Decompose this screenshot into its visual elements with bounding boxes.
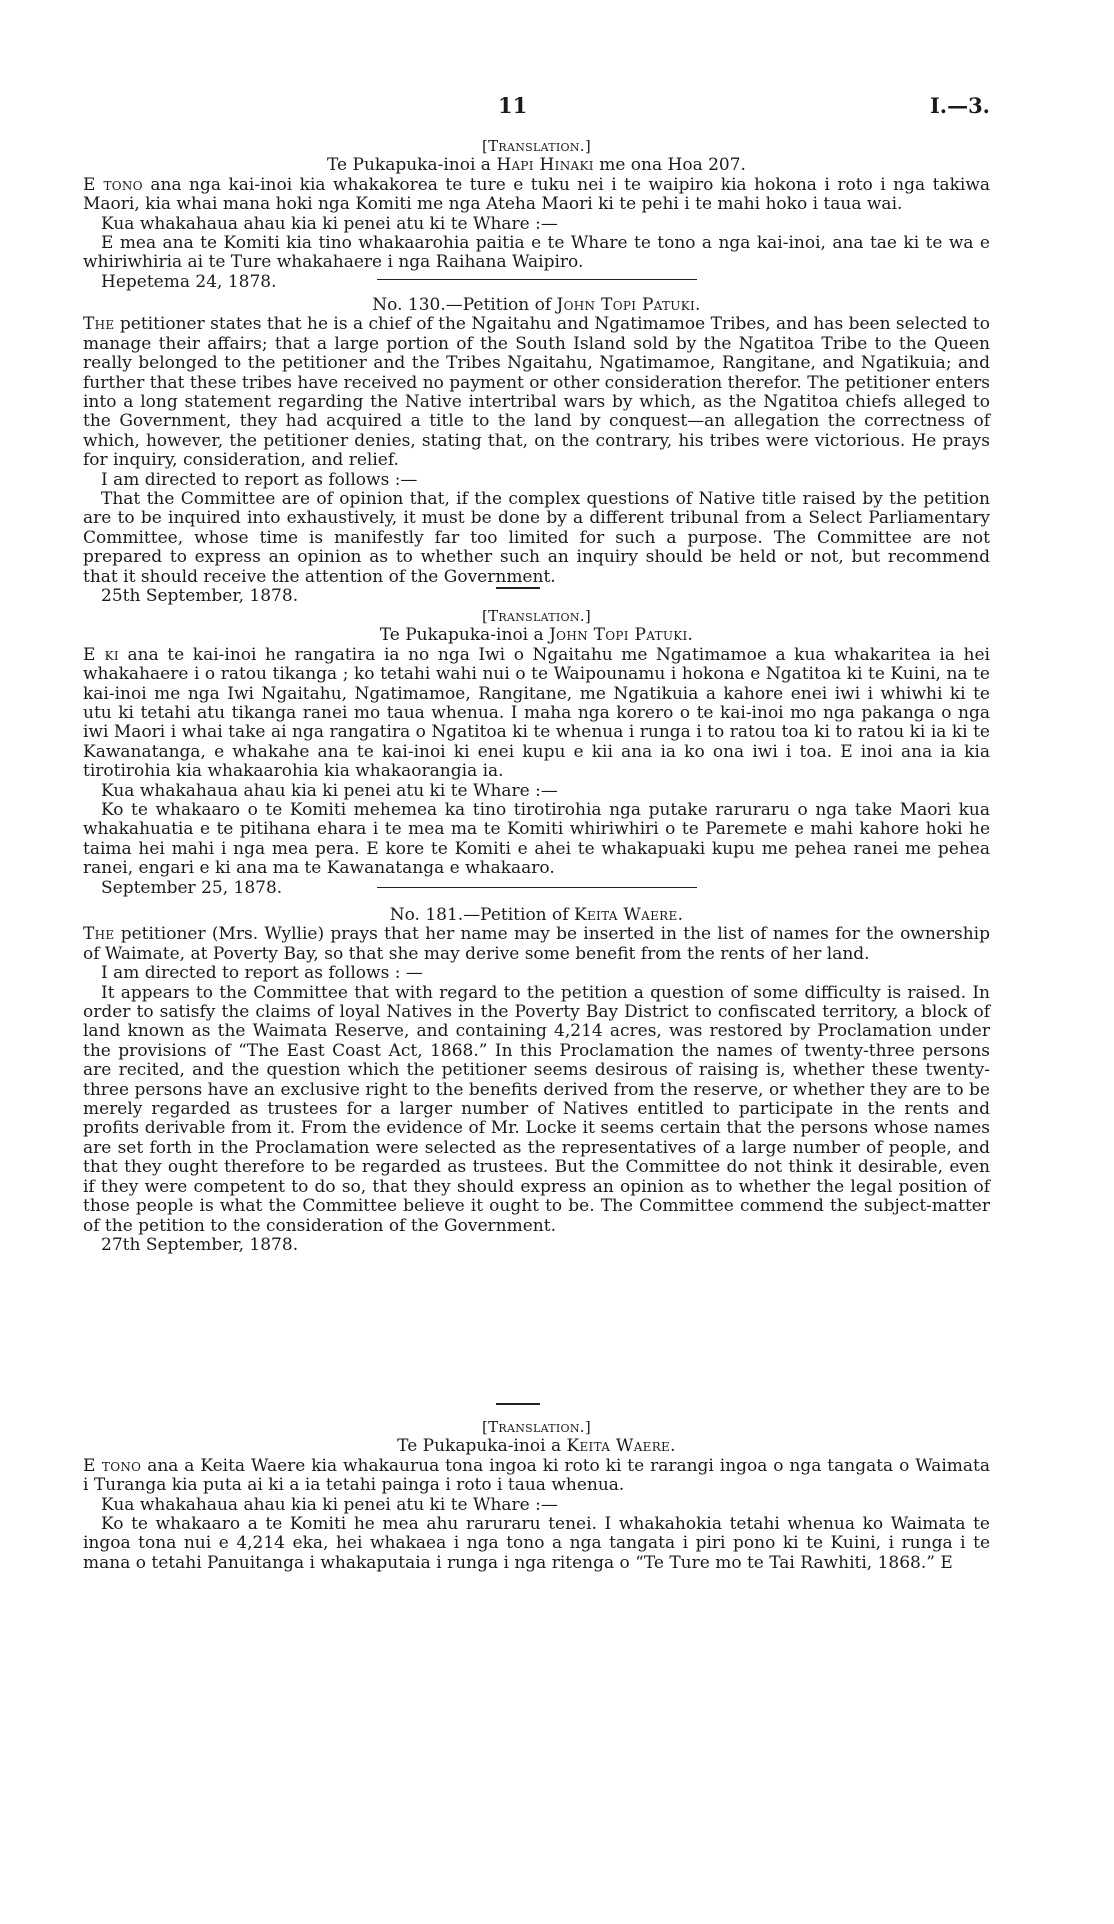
body-paragraph: Kua whakahaua ahau kia ki penei atu ki te Whare :— [101,1494,558,1515]
body-paragraph: The petitioner states that he is a chief of the Ngaitahu and Ngatimamoe Tribes, and has been selected to manage their affairs; that a large portion of the South Island sold by the Ngatitoa Tribe to the Queen really belonged to the petitioner and the Tribes Ngaitahu, Ngatimamoe, Rangitane, and Ngatikuia; and further that these tribes have received no payment or other consideration therefor. The petitioner enters into a long statement regarding the Native intertribal wars by which, as the Ngatitoa chiefs alleged to the Government, they had acquired a title to the land by conquest—an allegation the correctness of which, however, the petitioner denies, stating that, on the contrary, his tribes were victorious. He prays for inquiry, consideration, and relief. [83,314,990,471]
document-reference: I.—3. [929,93,990,118]
body-paragraph: Kua whakahaua ahau kia ki penei atu ki te Whare :— [101,780,558,801]
section-title: Te Pukapuka-inoi a Hapi Hinaki me ona Hoa 207. [327,155,746,176]
committee-report: That the Committee are of opinion that, if the complex questions of Native title raised by the petition are to be inquired into exhaustively, it must be done by a different tribunal from a Select Parliamentary Committee, whose time is manifestly far too limited for such a purpose. The Committee are not prepared to express an opinion as to whether such an inquiry should be held or not, but recommend that it should receive the attention of the Government. [83,489,990,587]
body-paragraph: Ko te whakaaro o te Komiti mehemea ka tino tirotirohia nga putake raruraru o nga take Maori kua whakahuatia e te pitihana ehara i te mea ma te Komiti whiriwhiri o te Paremete e mahi kahore hoki he taima hei mahi i nga mea pera. E kore te Komiti e ahei te whakapuaki kupu me pehea ranei me pehea ranei, engari e ki ana ma te Kawanatanga e whakaaro. [83,800,990,879]
section-title: No. 181.—Petition of Keita Waere. [389,905,684,925]
translation-label: [Translation.] [481,1418,592,1436]
section-divider [377,279,697,280]
short-divider [496,1403,540,1405]
section-title: Te Pukapuka-inoi a Keita Waere. [397,1436,676,1457]
section-divider [377,887,697,888]
body-paragraph: E mea ana te Komiti kia tino whakaarohia paitia e te Whare te tono a nga kai-inoi, ana tae ki te wa e whiriwhiria ai te Ture whakahaere i nga Raihana Waipiro. [83,233,990,273]
body-paragraph: I am directed to report as follows : — [101,963,423,984]
body-paragraph: Ko te whakaaro a te Komiti he mea ahu raruraru tenei. I whakahokia tetahi whenua ko Waimata te ingoa tona nui e 4,214 eka, hei whakaea i nga tono a nga tangata i piri pono ki te Kuini, i runga i te mana o tetahi Panuitanga i whakaputaia i runga i nga ritenga o “Te Ture mo te Tai Rawhiti, 1868.” E [83,1514,990,1573]
translation-hapi-hinaki [83,137,990,292]
date-line: Hepetema 24, 1878. [101,271,277,292]
page-header [83,93,990,120]
date-line: September 25, 1878. [101,877,283,898]
body-paragraph: E tono ana nga kai-inoi kia whakakorea te ture e tuku nei i te waipiro kia hokona i roto i nga takiwa Maori, kia whai mana hoki nga Komiti me nga Ateha Maori ki te pehi i te mahi hoko i taua wai. [83,174,991,215]
date-line: 25th September, 1878. [101,586,299,607]
translation-label: [Translation.] [481,137,592,155]
body-paragraph: E ki ana te kai-inoi he rangatira ia no nga Iwi o Ngaitahu me Ngatimamoe a kua whakaritea ia hei whakahaere i o ratou tikanga ; ko tetahi wahi nui o te Waipounamu i hokona e Ngatitoa ki te Kuini, na te kai-inoi me nga Iwi Ngaitahu, Ngatimamoe, Rangitane, me Ngatikuia a kahore enei iwi i whiwhi ki te utu ki tetahi atu tikanga ranei mo taua whenua. I maha nga korero o te kai-inoi mo nga pakanga o nga iwi Maori i whai take ai nga rangatira o Ngatitoa ki te whenua i runga i to ratou toa ki to ratou ki ia ki te Kawanatanga, e whakahe ana te kai-inoi ki enei kupu e kii ana ia ko ona iwi i toa. E inoi ana ia kia tirotirohia kia whakaarohia kia whakaorangia ia. [83,644,990,782]
body-paragraph: The petitioner (Mrs. Wyllie) prays that her name may be inserted in the list of names for the ownership of Waimate, at Poverty Bay, so that she may derive some benefit from the rents of her land. [83,924,990,964]
petition-181 [83,906,990,1255]
section-title: Te Pukapuka-inoi a John Topi Patuki. [379,625,694,646]
date-line: 27th September, 1878. [101,1234,299,1255]
body-paragraph: I am directed to report as follows :— [101,469,418,490]
section-title: No. 130.—Petition of John Topi Patuki. [372,295,701,315]
body-paragraph: E tono ana a Keita Waere kia whakaurua tona ingoa ki roto ki te rarangi ingoa o nga tangata o Waimata i Turanga kia puta ai ki a ia tetahi painga i roto i taua whenua. [83,1455,991,1496]
translation-label: [Translation.] [481,607,592,625]
document-page [83,0,990,1924]
short-divider [496,587,540,589]
page-number: 11 [498,93,528,118]
translation-john-topi-patuki [83,607,990,898]
committee-report: It appears to the Committee that with regard to the petition a question of some difficulty is raised. In order to satisfy the claims of loyal Natives in the Poverty Bay District to confiscated territory, a block of land known as the Waimata Reserve, and containing 4,214 acres, was restored by Proclamation under the provisions of “The East Coast Act, 1868.” In this Proclamation the names of twenty-three persons are recited, and the question which the petitioner seems desirous of raising is, whether these twenty-three persons have an exclusive right to the benefits derived from the reserve, or whether they are to be merely regarded as trustees for a larger number of Natives entitled to participate in the rents and profits derivable from it. From the evidence of Mr. Locke it seems certain that the persons whose names are set forth in the Proclamation were selected as the representatives of a large number of people, and that they ought therefore to be regarded as trustees. But the Committee do not think it desirable, even if they were competent to do so, that they should express an opinion as to whether the legal position of those people is what the Committee believe it ought to be. The Committee commend the subject-matter of the petition to the consideration of the Government. [83,982,990,1236]
translation-keita-waere [83,1418,990,1573]
body-paragraph: Kua whakahaua ahau kia ki penei atu ki te Whare :— [101,213,558,234]
petition-130 [83,296,990,607]
